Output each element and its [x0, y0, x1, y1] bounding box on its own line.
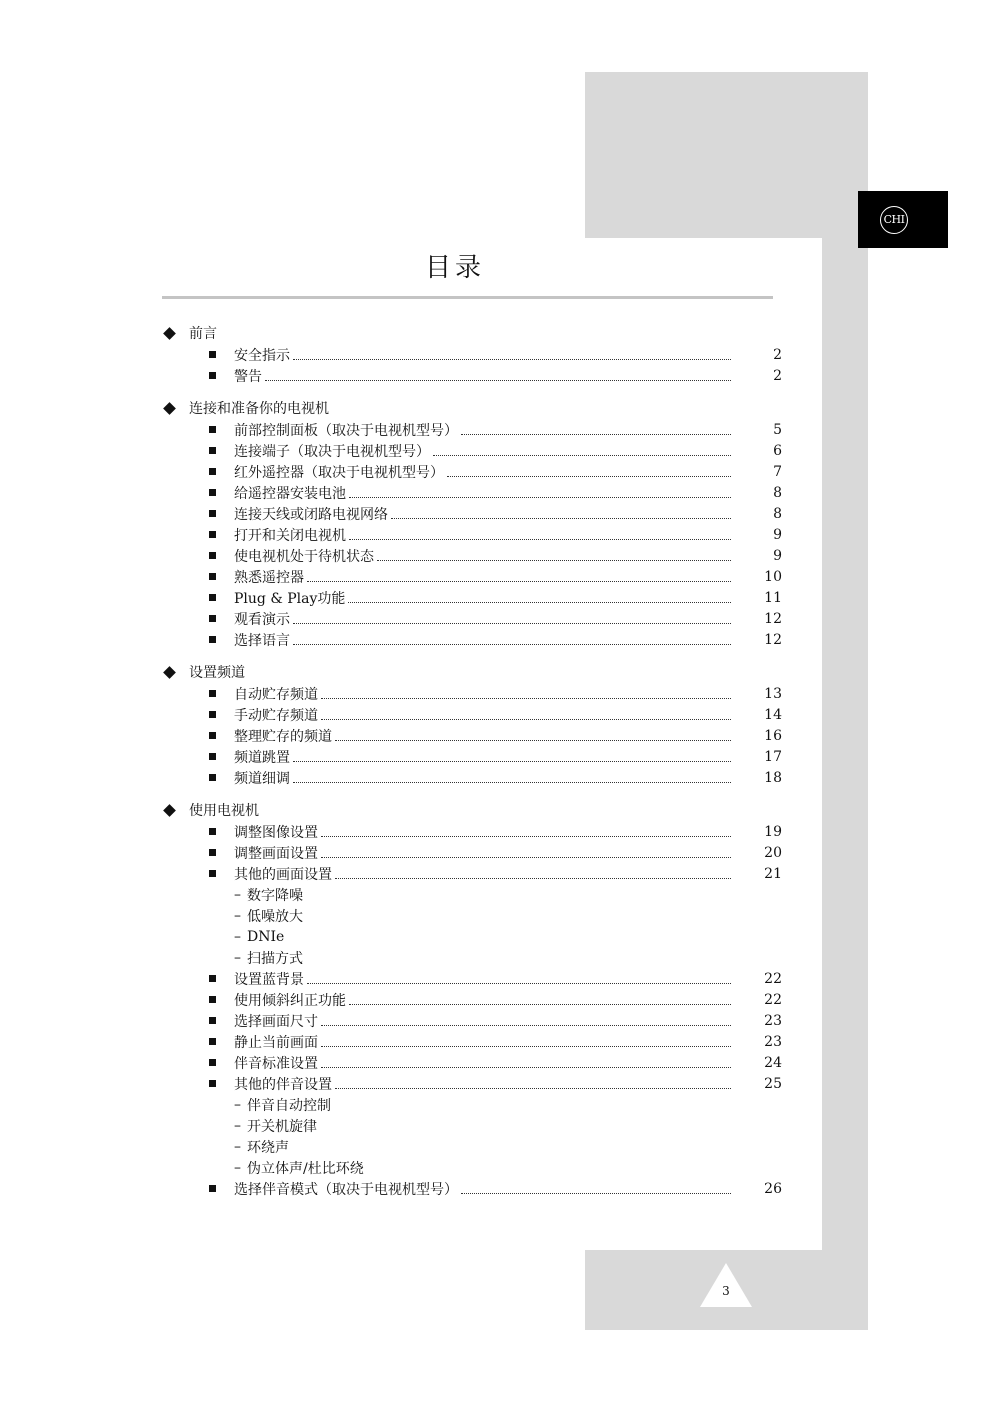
diamond-bullet-icon [163, 666, 176, 679]
entry-page-number: 22 [764, 991, 782, 1008]
sub-entry-label: 扫描方式 [247, 950, 303, 967]
entry-page-number: 9 [773, 526, 782, 543]
dot-leader [265, 380, 731, 381]
entry-label: 熟悉遥控器 [234, 569, 304, 586]
square-bullet-icon [209, 828, 216, 835]
square-bullet-icon [209, 1185, 216, 1192]
toc-entry[interactable] [162, 344, 782, 365]
toc-entry[interactable] [162, 1010, 782, 1031]
square-bullet-icon [209, 711, 216, 718]
dot-leader [321, 857, 731, 858]
entry-page-number: 10 [764, 568, 782, 585]
entry-page-number: 24 [764, 1054, 782, 1071]
dot-leader [391, 518, 731, 519]
diamond-bullet-icon [163, 402, 176, 415]
entry-page-number: 2 [773, 346, 782, 363]
entry-page-number: 25 [764, 1075, 782, 1092]
entry-page-number: 21 [764, 865, 782, 882]
toc-entry[interactable] [162, 842, 782, 863]
dot-leader [293, 359, 731, 360]
toc-entry[interactable] [162, 419, 782, 440]
dot-leader [377, 560, 731, 561]
section-title: 前言 [189, 326, 217, 342]
dash-bullet-icon: – [234, 928, 241, 945]
entry-page-number: 12 [764, 610, 782, 627]
section-heading [162, 397, 782, 419]
square-bullet-icon [209, 1059, 216, 1066]
entry-page-number: 6 [773, 442, 782, 459]
toc-entry[interactable] [162, 989, 782, 1010]
sub-entry-label: 伪立体声/杜比环绕 [247, 1160, 364, 1177]
entry-label: 调整图像设置 [234, 824, 318, 841]
dot-leader [349, 539, 731, 540]
entry-label: 其他的伴音设置 [234, 1076, 332, 1093]
entry-label: 连接端子（取决于电视机型号） [234, 443, 430, 460]
toc-entry[interactable] [162, 524, 782, 545]
page-number: 3 [722, 1284, 730, 1298]
toc-section [162, 661, 782, 788]
page-title: 目录 [424, 253, 485, 283]
toc-entry[interactable] [162, 365, 782, 386]
dot-leader [321, 836, 731, 837]
sub-entry-label: DNIe [247, 928, 285, 945]
entry-label: 使用倾斜纠正功能 [234, 992, 346, 1009]
entry-page-number: 19 [764, 823, 782, 840]
toc-entry[interactable] [162, 767, 782, 788]
toc-sub-entry [162, 1136, 782, 1157]
section-heading [162, 799, 782, 821]
square-bullet-icon [209, 1017, 216, 1024]
dot-leader [307, 983, 731, 984]
toc-sub-entry [162, 1094, 782, 1115]
toc-sub-entry [162, 884, 782, 905]
toc-entry[interactable] [162, 821, 782, 842]
entry-page-number: 20 [764, 844, 782, 861]
entry-page-number: 8 [773, 484, 782, 501]
dot-leader [349, 497, 731, 498]
entry-label: 使电视机处于待机状态 [234, 548, 374, 565]
entry-label: 选择画面尺寸 [234, 1013, 318, 1030]
entry-page-number: 17 [764, 748, 782, 765]
square-bullet-icon [209, 1038, 216, 1045]
decor-band-top [585, 72, 868, 238]
dot-leader [321, 698, 731, 699]
toc-entry[interactable] [162, 440, 782, 461]
dash-bullet-icon: – [234, 1159, 241, 1176]
entry-label: 调整画面设置 [234, 845, 318, 862]
square-bullet-icon [209, 996, 216, 1003]
dot-leader [461, 1193, 731, 1194]
sub-entry-label: 数字降噪 [247, 887, 303, 904]
entry-label: 频道跳置 [234, 749, 290, 766]
entry-page-number: 9 [773, 547, 782, 564]
toc-entry[interactable] [162, 566, 782, 587]
dot-leader [321, 1025, 731, 1026]
entry-page-number: 23 [764, 1033, 782, 1050]
entry-label: 观看演示 [234, 611, 290, 628]
dot-leader [335, 878, 731, 879]
entry-page-number: 5 [773, 421, 782, 438]
entry-label: 给遥控器安装电池 [234, 485, 346, 502]
entry-page-number: 13 [764, 685, 782, 702]
entry-label: 静止当前画面 [234, 1034, 318, 1051]
dot-leader [293, 623, 731, 624]
entry-label: 安全指示 [234, 347, 290, 364]
toc-entry[interactable] [162, 863, 782, 884]
dot-leader [307, 581, 731, 582]
toc-entry[interactable] [162, 482, 782, 503]
entry-page-number: 2 [773, 367, 782, 384]
entry-page-number: 23 [764, 1012, 782, 1029]
entry-label: 警告 [234, 368, 262, 385]
toc-section [162, 397, 782, 650]
dash-bullet-icon: – [234, 949, 241, 966]
toc-entry[interactable] [162, 608, 782, 629]
entry-label: 红外遥控器（取决于电视机型号） [234, 464, 444, 481]
square-bullet-icon [209, 531, 216, 538]
square-bullet-icon [209, 372, 216, 379]
square-bullet-icon [209, 870, 216, 877]
toc-entry[interactable] [162, 503, 782, 524]
entry-label: 打开和关闭电视机 [234, 527, 346, 544]
square-bullet-icon [209, 753, 216, 760]
toc-entry[interactable] [162, 629, 782, 650]
entry-page-number: 7 [773, 463, 782, 480]
toc-section [162, 799, 782, 1199]
square-bullet-icon [209, 573, 216, 580]
sub-entry-label: 开关机旋律 [247, 1118, 317, 1135]
entry-label: 前部控制面板（取决于电视机型号） [234, 422, 458, 439]
language-tab [858, 191, 948, 248]
entry-page-number: 11 [764, 589, 782, 606]
toc-entry[interactable] [162, 683, 782, 704]
section-title: 连接和准备你的电视机 [189, 401, 329, 417]
square-bullet-icon [209, 468, 216, 475]
entry-page-number: 18 [764, 769, 782, 786]
toc-sub-entry [162, 905, 782, 926]
title-divider [162, 296, 773, 299]
toc-sub-entry [162, 1115, 782, 1136]
square-bullet-icon [209, 594, 216, 601]
square-bullet-icon [209, 552, 216, 559]
square-bullet-icon [209, 1080, 216, 1087]
toc-entry[interactable] [162, 746, 782, 767]
dot-leader [433, 455, 731, 456]
toc-entry[interactable] [162, 1073, 782, 1094]
dash-bullet-icon: – [234, 1138, 241, 1155]
square-bullet-icon [209, 636, 216, 643]
sub-entry-label: 伴音自动控制 [247, 1097, 331, 1114]
entry-page-number: 26 [764, 1180, 782, 1197]
square-bullet-icon [209, 447, 216, 454]
entry-label: 选择语言 [234, 632, 290, 649]
toc-entry[interactable] [162, 545, 782, 566]
square-bullet-icon [209, 510, 216, 517]
entry-label: 设置蓝背景 [234, 971, 304, 988]
dot-leader [348, 602, 731, 603]
entry-label: 整理贮存的频道 [234, 728, 332, 745]
dash-bullet-icon: – [234, 886, 241, 903]
toc-entry[interactable] [162, 1178, 782, 1199]
decor-band-side [822, 238, 868, 1250]
language-code-badge: CHI [880, 206, 908, 234]
toc-entry[interactable] [162, 704, 782, 725]
diamond-bullet-icon [163, 327, 176, 340]
entry-label: 伴音标准设置 [234, 1055, 318, 1072]
entry-page-number: 8 [773, 505, 782, 522]
toc-sub-entry [162, 1157, 782, 1178]
entry-page-number: 12 [764, 631, 782, 648]
entry-label: 手动贮存频道 [234, 707, 318, 724]
square-bullet-icon [209, 489, 216, 496]
entry-label: Plug & Play功能 [234, 590, 346, 607]
sub-entry-label: 环绕声 [247, 1139, 289, 1156]
entry-page-number: 22 [764, 970, 782, 987]
dash-bullet-icon: – [234, 1117, 241, 1134]
section-heading [162, 661, 782, 683]
entry-page-number: 16 [764, 727, 782, 744]
toc-entry[interactable] [162, 1031, 782, 1052]
entry-page-number: 14 [764, 706, 782, 723]
section-heading [162, 322, 782, 344]
square-bullet-icon [209, 615, 216, 622]
dot-leader [461, 434, 731, 435]
square-bullet-icon [209, 732, 216, 739]
diamond-bullet-icon [163, 804, 176, 817]
toc-entry[interactable] [162, 725, 782, 746]
square-bullet-icon [209, 849, 216, 856]
toc-section [162, 322, 782, 386]
dash-bullet-icon: – [234, 907, 241, 924]
toc-entry[interactable] [162, 968, 782, 989]
square-bullet-icon [209, 975, 216, 982]
dot-leader [335, 740, 731, 741]
square-bullet-icon [209, 774, 216, 781]
dot-leader [349, 1004, 731, 1005]
toc-entry[interactable] [162, 461, 782, 482]
dot-leader [293, 782, 731, 783]
toc-entry[interactable] [162, 1052, 782, 1073]
dot-leader [321, 1067, 731, 1068]
toc-sub-entry [162, 947, 782, 968]
dash-bullet-icon: – [234, 1096, 241, 1113]
dot-leader [293, 644, 731, 645]
dot-leader [321, 719, 731, 720]
square-bullet-icon [209, 426, 216, 433]
entry-label: 频道细调 [234, 770, 290, 787]
section-title: 设置频道 [189, 665, 245, 681]
square-bullet-icon [209, 690, 216, 697]
entry-label: 连接天线或闭路电视网络 [234, 506, 388, 523]
toc-sub-entry [162, 926, 782, 947]
dot-leader [293, 761, 731, 762]
dot-leader [335, 1088, 731, 1089]
entry-label: 选择伴音模式（取决于电视机型号） [234, 1181, 458, 1198]
table-of-contents [162, 322, 782, 1210]
square-bullet-icon [209, 351, 216, 358]
dot-leader [321, 1046, 731, 1047]
dot-leader [447, 476, 731, 477]
entry-label: 自动贮存频道 [234, 686, 318, 703]
sub-entry-label: 低噪放大 [247, 908, 303, 925]
section-title: 使用电视机 [189, 803, 259, 819]
toc-entry[interactable] [162, 587, 782, 608]
entry-label: 其他的画面设置 [234, 866, 332, 883]
